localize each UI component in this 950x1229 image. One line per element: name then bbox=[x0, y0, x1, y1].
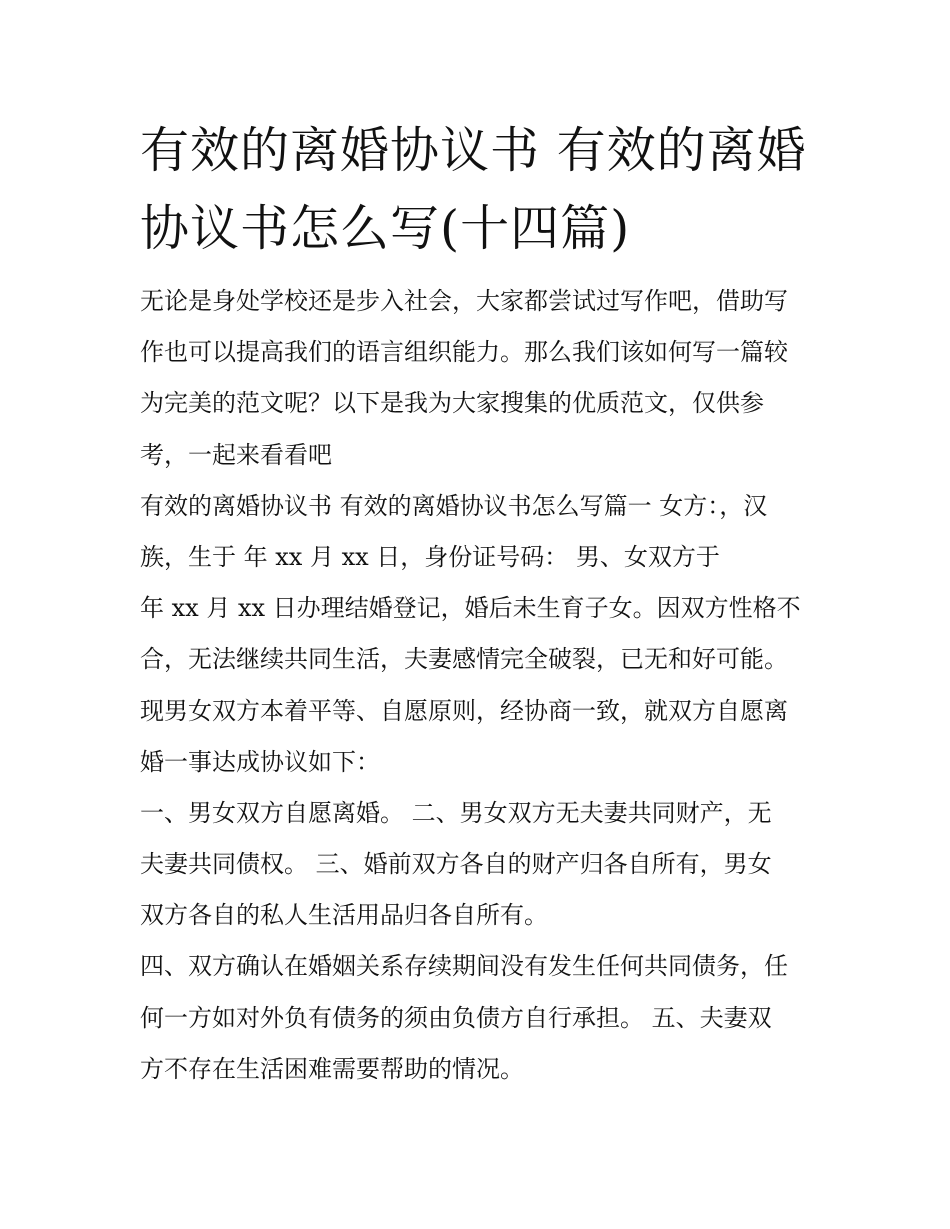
body-line: 夫妻共同债权。 三、婚前双方各自的财产归各自所有，男女 bbox=[140, 850, 772, 879]
body-line: 何一方如对外负有债务的须由负债方自行承担。 五、夫妻双 bbox=[140, 1003, 772, 1032]
body-line: 族，生于 年 xx 月 xx 日，身份证号码： 男、女双方于 bbox=[140, 542, 720, 571]
document-title bbox=[140, 112, 830, 268]
body-line: 双方各自的私人生活用品归各自所有。 bbox=[140, 901, 548, 930]
body-line: 四、双方确认在婚姻关系存续期间没有发生任何共同债务，任 bbox=[140, 952, 788, 981]
body-line: 方不存在生活困难需要帮助的情况。 bbox=[140, 1054, 524, 1083]
body-line: 有效的离婚协议书 有效的离婚协议书怎么写篇一 女方：，汉 bbox=[140, 491, 768, 520]
body-line: 无论是身处学校还是步入社会，大家都尝试过写作吧，借助写 bbox=[140, 287, 788, 315]
title-line: 协议书怎么写(十四篇) bbox=[140, 200, 631, 257]
body-line: 一、男女双方自愿离婚。 二、男女双方无夫妻共同财产，无 bbox=[140, 798, 772, 827]
document-body bbox=[140, 276, 830, 1095]
body-line: 婚一事达成协议如下： bbox=[140, 747, 380, 776]
body-line: 合，无法继续共同生活，夫妻感情完全破裂，已无和好可能。 bbox=[140, 645, 788, 674]
body-line: 作也可以提高我们的语言组织能力。那么我们该如何写一篇较 bbox=[140, 338, 788, 367]
body-line: 现男女双方本着平等、自愿原则，经协商一致，就双方自愿离 bbox=[140, 696, 788, 725]
body-line: 为完美的范文呢？以下是我为大家搜集的优质范文，仅供参 bbox=[140, 389, 764, 418]
title-line: 有效的离婚协议书 有效的离婚 bbox=[140, 122, 807, 179]
body-line: 考，一起来看看吧 bbox=[140, 440, 332, 469]
body-line: 年 xx 月 xx 日办理结婚登记，婚后未生育子女。因双方性格不 bbox=[140, 594, 801, 623]
